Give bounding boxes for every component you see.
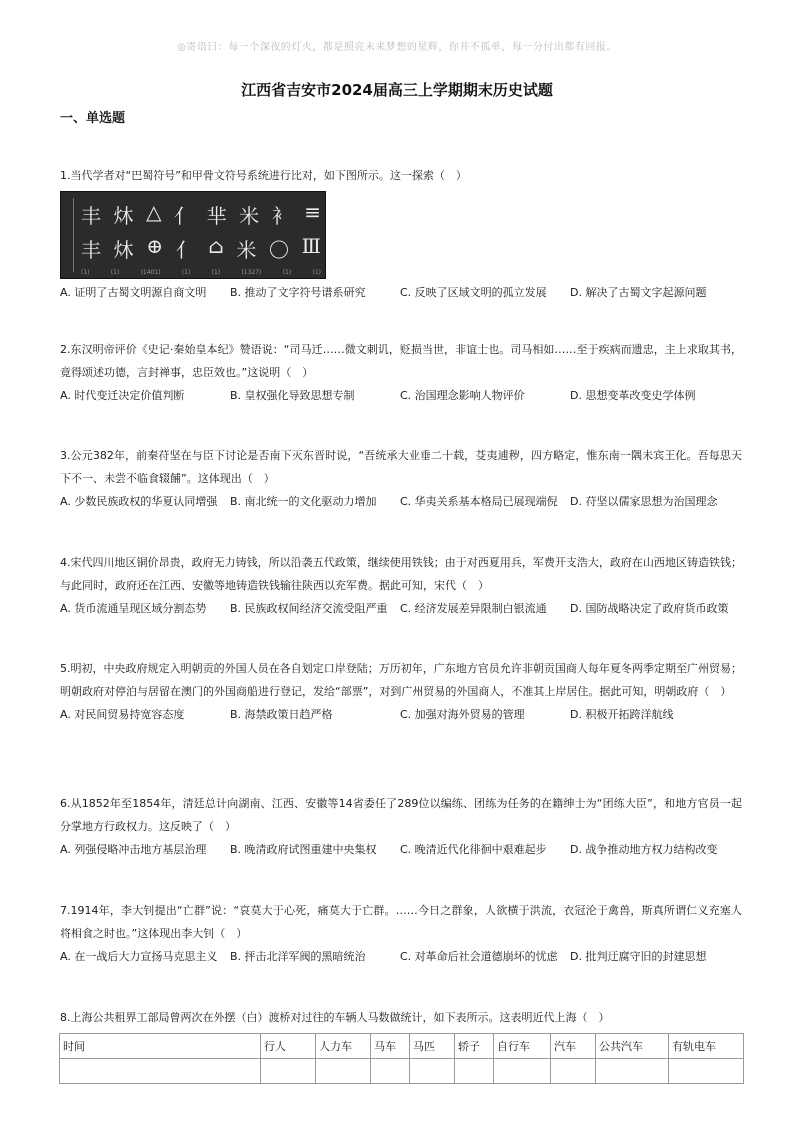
option-a[interactable]: A. 列强侵略冲击地方基层治理 bbox=[60, 843, 207, 856]
figure-number: (1401) bbox=[140, 269, 161, 276]
option-b[interactable]: B. 晚清政府试图重建中央集权 bbox=[230, 843, 377, 856]
question-stem: 7.1914年，李大钊提出“亡群”说：“哀莫大于心死，痛莫大于亡群。……今日之群象，人欲横于洪流，衣冠沦于禽兽，斯真所谓仁义充塞人将相食之时也。”这体现出李大钊（ ） bbox=[60, 904, 742, 940]
question-stem: 5.明初，中央政府规定入明朝贡的外国人员在各自划定口岸登陆；万历初年，广东地方官员允许非朝贡国商人每年夏冬两季定期至广州贸易；明朝政府对停泊与居留在澳门的外国商船进行登记，发给“部票”，对到广州贸易的外国商人，不准其上岸居住。据此可知，明朝政府（ ） bbox=[60, 662, 742, 698]
question-5 bbox=[60, 657, 742, 726]
option-b[interactable]: B. 民族政权间经济交流受阻严重 bbox=[230, 602, 388, 615]
table-cell bbox=[551, 1059, 596, 1084]
option-b[interactable]: B. 皇权强化导致思想专制 bbox=[230, 389, 355, 402]
table-header: 马车 bbox=[371, 1034, 410, 1059]
question-stem: 4.宋代四川地区铜价昂贵，政府无力铸钱，所以沿袭五代政策，继续使用铁钱；由于对西夏用兵，军费开支浩大，政府在山西地区铸造铁钱；与此同时，政府还在江西、安徽等地铸造铁钱输往陕西以充军费。据此可知，宋代（ ） bbox=[60, 556, 742, 592]
table-header: 自行车 bbox=[494, 1034, 551, 1059]
symbol-comparison-figure bbox=[60, 191, 326, 279]
table-header: 人力车 bbox=[316, 1034, 371, 1059]
glyph: 亻 bbox=[175, 238, 196, 262]
table-cell bbox=[669, 1059, 744, 1084]
figure-number: (1327) bbox=[241, 269, 262, 276]
option-d[interactable]: D. 国防战略决定了政府货币政策 bbox=[570, 602, 729, 615]
table-header: 马匹 bbox=[410, 1034, 455, 1059]
figure-number: (1) bbox=[181, 269, 191, 276]
question-stem: 1.当代学者对“巴蜀符号”和甲骨文符号系统进行比对，如下图所示。这一探索（ ） bbox=[60, 169, 467, 182]
option-c[interactable]: C. 华夷关系基本格局已展现端倪 bbox=[400, 495, 558, 508]
page-title: 江西省吉安市2024届高三上学期期末历史试题 bbox=[241, 81, 553, 99]
table-header-row bbox=[60, 1034, 744, 1059]
figure-number: (1) bbox=[211, 269, 221, 276]
question-stem: 8.上海公共租界工部局曾两次在外摆（白）渡桥对过往的车辆人马数做统计，如下表所示。这表明近代上海（ ） bbox=[60, 1011, 610, 1024]
glyph: ⌂ bbox=[208, 234, 224, 258]
option-c[interactable]: C. 经济发展差异限制白银流通 bbox=[400, 602, 547, 615]
option-a[interactable]: A. 时代变迁决定价值判断 bbox=[60, 389, 185, 402]
option-c[interactable]: C. 对革命后社会道德崩坏的忧虑 bbox=[400, 950, 558, 963]
table-cell bbox=[455, 1059, 494, 1084]
table-cell bbox=[494, 1059, 551, 1084]
option-c[interactable]: C. 晚清近代化徘徊中艰难起步 bbox=[400, 843, 547, 856]
question-8 bbox=[60, 1006, 742, 1029]
glyph: 米 bbox=[236, 238, 257, 262]
question-1-options bbox=[60, 281, 742, 304]
table-header: 公共汽车 bbox=[596, 1034, 669, 1059]
question-stem: 2.东汉明帝评价《史记·秦始皇本纪》赞语说：“司马迁……微文刺讥，贬损当世，非谊士也。司马相如……至于疾病而遗忠，主上求取其书，竟得颂述功德，言封禅事，忠臣效也。”这说明（ ） bbox=[60, 343, 742, 379]
glyph: 亻 bbox=[174, 204, 195, 228]
figure-number: (1) bbox=[312, 269, 321, 276]
option-d[interactable]: D. 苻坚以儒家思想为治国理念 bbox=[570, 495, 718, 508]
option-a[interactable]: A. 证明了古蜀文明源自商文明 bbox=[60, 286, 207, 299]
figure-row-oracle bbox=[81, 234, 321, 263]
table-cell bbox=[596, 1059, 669, 1084]
question-stem: 3.公元382年，前秦苻坚在与臣下讨论是否南下灭东晋时说，“吾统承大业垂二十载，芟夷逋秽，四方略定，惟东南一隅未宾王化。吾每思天下不一、未尝不临食辍餔”。这体现出（ ） bbox=[60, 449, 742, 485]
glyph: ⊕ bbox=[146, 234, 164, 258]
question-stem: 6.从1852年至1854年，清廷总计向湖南、江西、安徽等14省委任了289位以编练、团练为任务的在籍绅士为“团练大臣”，和地方官员一起分掌地方行政权力。这反映了（ ） bbox=[60, 797, 742, 833]
table-cell bbox=[371, 1059, 410, 1084]
question-2 bbox=[60, 338, 742, 407]
table-header: 汽车 bbox=[551, 1034, 596, 1059]
option-a[interactable]: A. 对民间贸易持宽容态度 bbox=[60, 708, 185, 721]
question-3 bbox=[60, 444, 742, 513]
table-cell bbox=[410, 1059, 455, 1084]
figure-number: (1) bbox=[110, 269, 120, 276]
option-b[interactable]: B. 抨击北洋军阀的黑暗统治 bbox=[230, 950, 366, 963]
question-4 bbox=[60, 551, 742, 620]
option-b[interactable]: B. 海禁政策日趋严格 bbox=[230, 708, 333, 721]
glyph: 炑 bbox=[113, 204, 134, 228]
table-row bbox=[60, 1059, 744, 1084]
option-a[interactable]: A. 货币流通呈现区域分割态势 bbox=[60, 602, 207, 615]
figure-numbers bbox=[81, 269, 321, 276]
table-header: 时间 bbox=[60, 1034, 261, 1059]
option-a[interactable]: A. 少数民族政权的华夏认同增强 bbox=[60, 495, 218, 508]
glyph: Ⅲ bbox=[301, 234, 321, 258]
option-d[interactable]: D. 战争推动地方权力结构改变 bbox=[570, 843, 718, 856]
table-cell bbox=[60, 1059, 261, 1084]
question-7 bbox=[60, 899, 742, 968]
figure-side-caption bbox=[65, 198, 74, 272]
table-header: 有轨电车 bbox=[669, 1034, 744, 1059]
table-header: 轿子 bbox=[455, 1034, 494, 1059]
option-c[interactable]: C. 反映了区域文明的孤立发展 bbox=[400, 286, 547, 299]
figure-row-bashu bbox=[81, 200, 321, 229]
section-heading: 一、单选题 bbox=[60, 111, 126, 126]
table-header: 行人 bbox=[261, 1034, 316, 1059]
figure-number: (1) bbox=[81, 269, 90, 276]
glyph: 〇 bbox=[268, 238, 289, 262]
glyph: 丰 bbox=[81, 238, 101, 262]
table-cell bbox=[316, 1059, 371, 1084]
option-c[interactable]: C. 治国理念影响人物评价 bbox=[400, 389, 525, 402]
figure-number: (1) bbox=[282, 269, 292, 276]
option-d[interactable]: D. 思想变革改变史学体例 bbox=[570, 389, 696, 402]
option-a[interactable]: A. 在一战后大力宣扬马克思主义 bbox=[60, 950, 218, 963]
option-b[interactable]: B. 推动了文字符号谱系研究 bbox=[230, 286, 366, 299]
option-b[interactable]: B. 南北统一的文化驱动力增加 bbox=[230, 495, 377, 508]
glyph: ≡ bbox=[304, 200, 321, 224]
glyph: △ bbox=[146, 200, 162, 224]
option-c[interactable]: C. 加强对海外贸易的管理 bbox=[400, 708, 525, 721]
glyph: 丰 bbox=[81, 204, 101, 228]
option-d[interactable]: D. 批判迂腐守旧的封建思想 bbox=[570, 950, 707, 963]
glyph: 炑 bbox=[113, 238, 134, 262]
option-d[interactable]: D. 解决了古蜀文字起源问题 bbox=[570, 286, 707, 299]
question-6 bbox=[60, 792, 742, 861]
table-cell bbox=[261, 1059, 316, 1084]
traffic-count-table bbox=[59, 1033, 744, 1084]
glyph: 米 bbox=[239, 204, 260, 228]
question-1 bbox=[60, 164, 742, 187]
glyph: 衤 bbox=[271, 204, 292, 228]
option-d[interactable]: D. 积极开拓跨洋航线 bbox=[570, 708, 674, 721]
glyph: 芈 bbox=[206, 204, 227, 228]
watermark-text: ◎寄语曰：每一个深夜的灯火，都是照亮未来梦想的星辉，你并不孤单，每一分付出都有回报。 bbox=[177, 42, 617, 53]
